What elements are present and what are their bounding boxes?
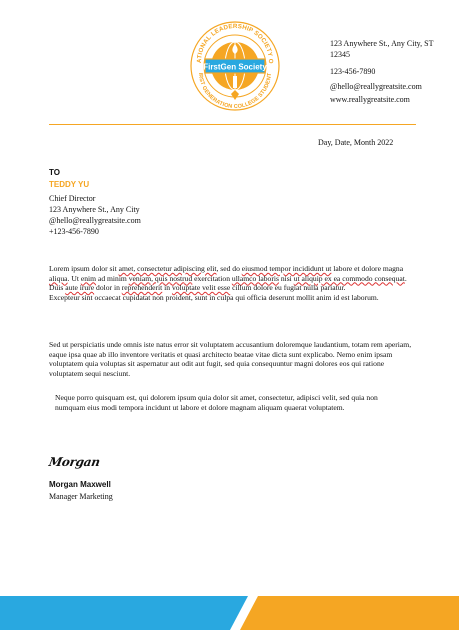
to-label: TO: [49, 168, 60, 177]
body-paragraph-3: Neque porro quisquam est, qui dolorem ipsum quia dolor sit amet, consectetur, adipisci velit, sed quia non numquam eius modi tempora incidunt ut labore et dolore magnam aliquam quaerat voluptatem.: [55, 393, 378, 412]
recipient-name: TEDDY YU: [49, 180, 90, 189]
body-paragraph-1: Lorem ipsum dolor sit amet, consectetur adipiscing elit, sed do eiusmod tempor incididunt ut labore et dolore magna aliqua. Ut enim ad minim veniam, quis nostrud exercitation ullamco laboris nisi ut aliquip ex ea commodo consequat. Duis aute irure dolor in reprehenderit in voluptate velit esse cillum dolore eu fugiat nulla pariatur. Excepteur sint occaecat cupidatat non proident, sunt in culpa qui officia deserunt mollit anim id est laborum.: [49, 264, 407, 302]
website: www.reallygreatsite.com: [330, 95, 410, 104]
letter-date: Day, Date, Month 2022: [318, 138, 394, 147]
address-line1: 123 Anywhere St., Any City, ST: [330, 39, 434, 48]
recipient-details: [49, 193, 141, 237]
address-line2: 12345: [330, 50, 350, 59]
phone: 123-456-7890: [330, 67, 376, 76]
logo-banner-text: FirstGen Society: [203, 62, 267, 72]
recipient-email: @hello@reallygreatsite.com: [49, 216, 141, 225]
recipient-address: 123 Anywhere St., Any City: [49, 205, 140, 214]
body-paragraph-2: Sed ut perspiciatis unde omnis iste natus error sit voluptatem accusantium doloremque laudantium, totam rem aperiam, eaque ipsa quae ab illo inventore veritatis et quasi architecto beatae vitae dicta sunt explicabo. Nemo enim ipsam voluptatem quia voluptas sit aspernatur aut odit aut fugit, sed quia consequuntur magni dolores eos qui ratione voluptatem sequi nesciunt.: [49, 340, 412, 378]
recipient-title: Chief Director: [49, 194, 96, 203]
signer-title: Manager Marketing: [49, 492, 113, 501]
signer-name: Morgan Maxwell: [49, 480, 111, 489]
society-logo: [187, 14, 283, 122]
recipient-phone: +123-456-7890: [49, 227, 99, 236]
email: @hello@reallygreatsite.com: [330, 82, 422, 91]
sender-contact: [330, 38, 433, 105]
signature: Morgan: [47, 455, 101, 469]
footer-band: [0, 596, 459, 630]
logo-arc-top-text: ATIONAL LEADERSHIP SOCIETY O: [195, 22, 275, 64]
logo-arc-bottom-text: IRST GENERATION COLLEGE STUDENT: [196, 72, 274, 111]
header-divider: [49, 124, 416, 125]
